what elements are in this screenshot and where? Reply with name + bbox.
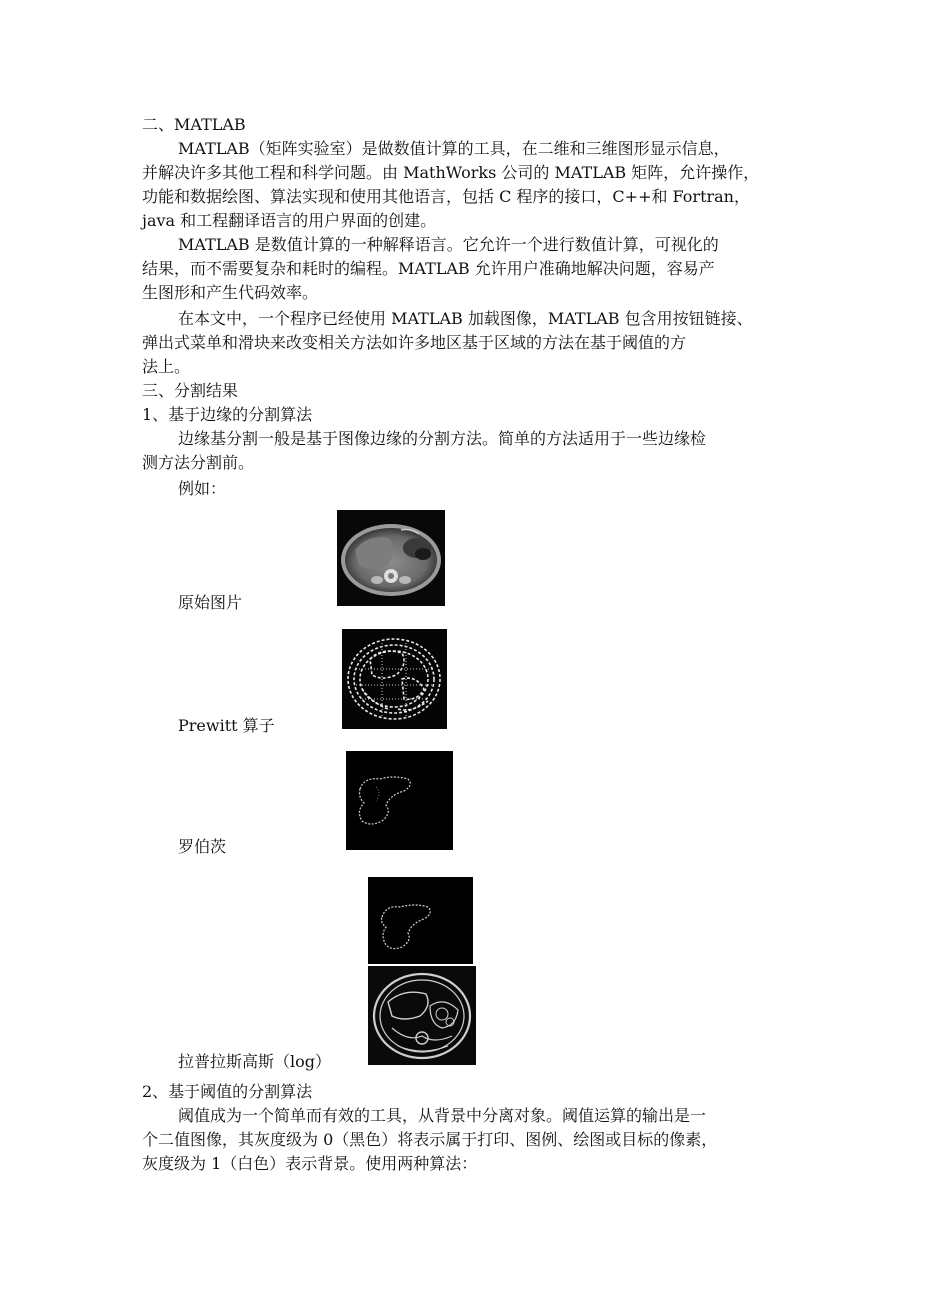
caption-roberts: 罗伯茨: [178, 837, 227, 856]
caption-original: 原始图片: [178, 593, 243, 612]
paragraph-line: 边缘基分割一般是基于图像边缘的分割方法。简单的方法适用于一些边缘检: [178, 429, 707, 448]
paragraph-line: 结果，而不需要复杂和耗时的编程。MATLAB 允许用户准确地解决问题，容易产: [142, 259, 715, 278]
log-edge-image-top: [368, 877, 473, 964]
paragraph-line: 灰度级为 1（白色）表示背景。使用两种算法：: [142, 1154, 478, 1173]
subsection-heading-edge: 1、基于边缘的分割算法: [142, 405, 313, 424]
paragraph-line: 弹出式菜单和滑块来改变相关方法如许多地区基于区域的方法在基于阈值的方: [142, 333, 687, 352]
paragraph-line: java 和工程翻译语言的用户界面的创建。: [142, 211, 437, 230]
paragraph-line: 法上。: [142, 357, 191, 376]
subsection-heading-threshold: 2、基于阈值的分割算法: [142, 1082, 313, 1101]
paragraph-line: 阈值成为一个简单而有效的工具，从背景中分离对象。阈值运算的输出是一: [178, 1106, 707, 1125]
paragraph-line: MATLAB（矩阵实验室）是做数值计算的工具，在二维和三维图形显示信息，: [178, 139, 730, 158]
paragraph-line: 并解决许多其他工程和科学问题。由 MathWorks 公司的 MATLAB 矩阵，允许操作，: [142, 163, 760, 182]
section-heading-matlab: 二、MATLAB: [142, 115, 246, 134]
paragraph-line: 在本文中，一个程序已经使用 MATLAB 加载图像，MATLAB 包含用按钮链接、: [178, 309, 753, 328]
paragraph-line: 个二值图像，其灰度级为 0（黑色）将表示属于打印、图例、绘图或目标的像素，: [142, 1130, 718, 1149]
original-ct-image: [337, 510, 445, 606]
paragraph-line: 测方法分割前。: [142, 453, 255, 472]
prewitt-edge-image: [342, 629, 447, 729]
example-label: 例如：: [178, 479, 227, 498]
caption-prewitt: Prewitt 算子: [178, 716, 275, 735]
section-heading-results: 三、分割结果: [142, 381, 239, 400]
paragraph-line: 生图形和产生代码效率。: [142, 283, 319, 302]
caption-log: 拉普拉斯高斯（log）: [178, 1052, 331, 1071]
log-edge-image-bottom: [368, 966, 476, 1065]
paragraph-line: MATLAB 是数值计算的一种解释语言。它允许一个进行数值计算，可视化的: [178, 235, 719, 254]
roberts-edge-image: [346, 751, 453, 850]
paragraph-line: 功能和数据绘图、算法实现和使用其他语言，包括 C 程序的接口，C++和 Fortran，: [142, 187, 750, 206]
